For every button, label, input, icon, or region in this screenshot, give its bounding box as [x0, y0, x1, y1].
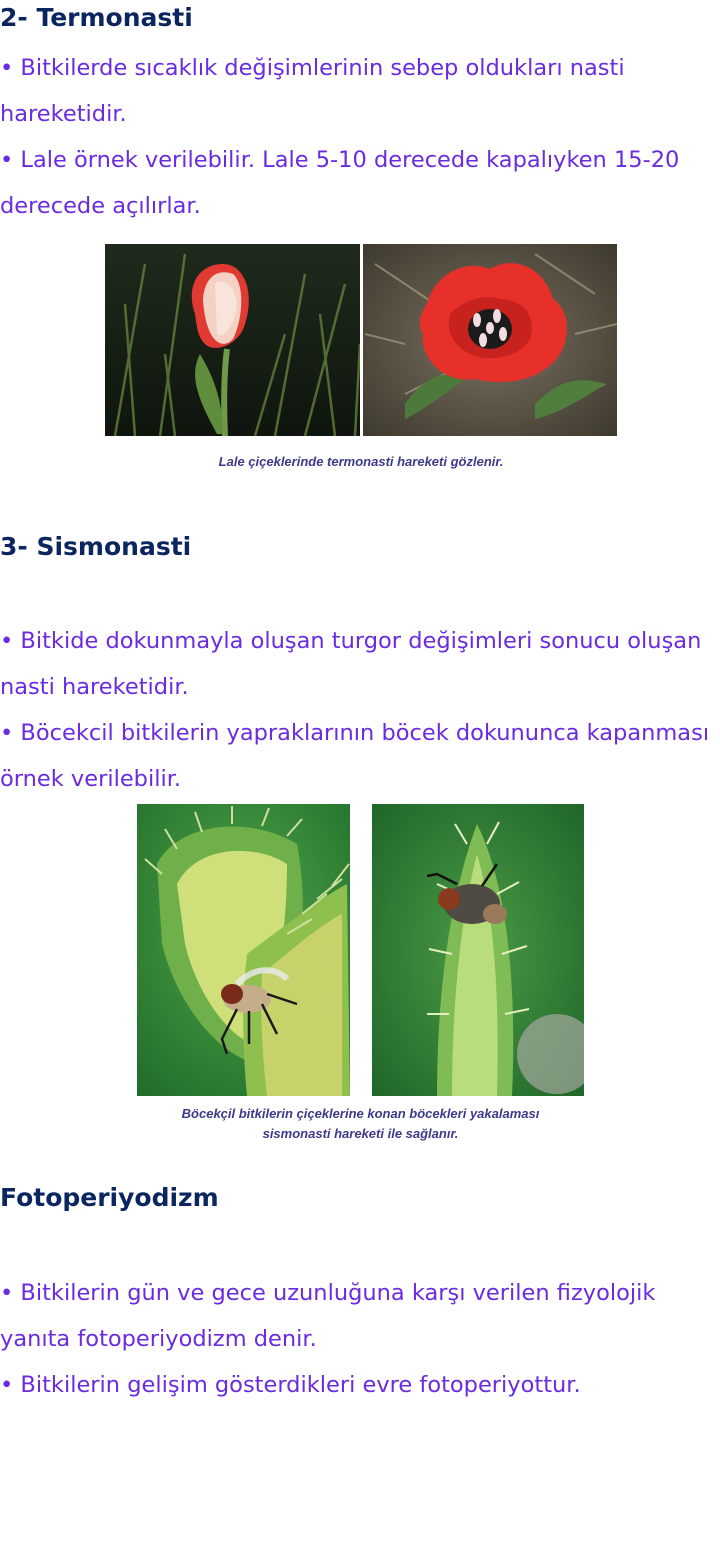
open-trap-photo — [137, 804, 350, 1096]
flytrap-caption-line-2: sismonasti hareketi ile sağlanır. — [262, 1126, 459, 1141]
heading-fotoperiyodizm: Fotoperiyodizm — [0, 1183, 219, 1212]
open-tulip-photo — [363, 244, 617, 436]
paragraph-termonasti-2: • Lale örnek verilebilir. Lale 5-10 derecede kapalıyken 15-20 derecede açılırlar. — [0, 147, 680, 219]
venus-flytrap-figure — [137, 804, 584, 1096]
closed-trap-photo — [372, 804, 584, 1096]
paragraph-fotoperiyodizm-1: • Bitkilerin gün ve gece uzunluğuna karşı verilen fizyolojik yanıta fotoperiyodizm denir. — [0, 1280, 656, 1352]
heading-sismonasti: 3- Sismonasti — [0, 532, 192, 561]
closed-tulip-photo — [105, 244, 360, 436]
paragraph-sismonasti-1: • Bitkide dokunmayla oluşan turgor değişimleri sonucu oluşan nasti hareketidir. — [0, 628, 702, 700]
paragraph-termonasti-1: • Bitkilerde sıcaklık değişimlerinin sebep oldukları nasti hareketidir. — [0, 55, 625, 127]
tulip-figure — [105, 244, 617, 436]
tulip-caption: Lale çiçeklerinde termonasti hareketi gözlenir. — [218, 454, 504, 469]
heading-termonasti: 2- Termonasti — [0, 3, 193, 32]
paragraph-sismonasti-2: • Böcekcil bitkilerin yapraklarının böcek dokununca kapanması örnek verilebilir. — [0, 720, 710, 792]
paragraph-fotoperiyodizm-2: • Bitkilerin gelişim gösterdikleri evre fotoperiyottur. — [0, 1372, 581, 1398]
flytrap-caption-line-1: Böcekçil bitkilerin çiçeklerine konan böcekleri yakalaması — [181, 1106, 540, 1121]
